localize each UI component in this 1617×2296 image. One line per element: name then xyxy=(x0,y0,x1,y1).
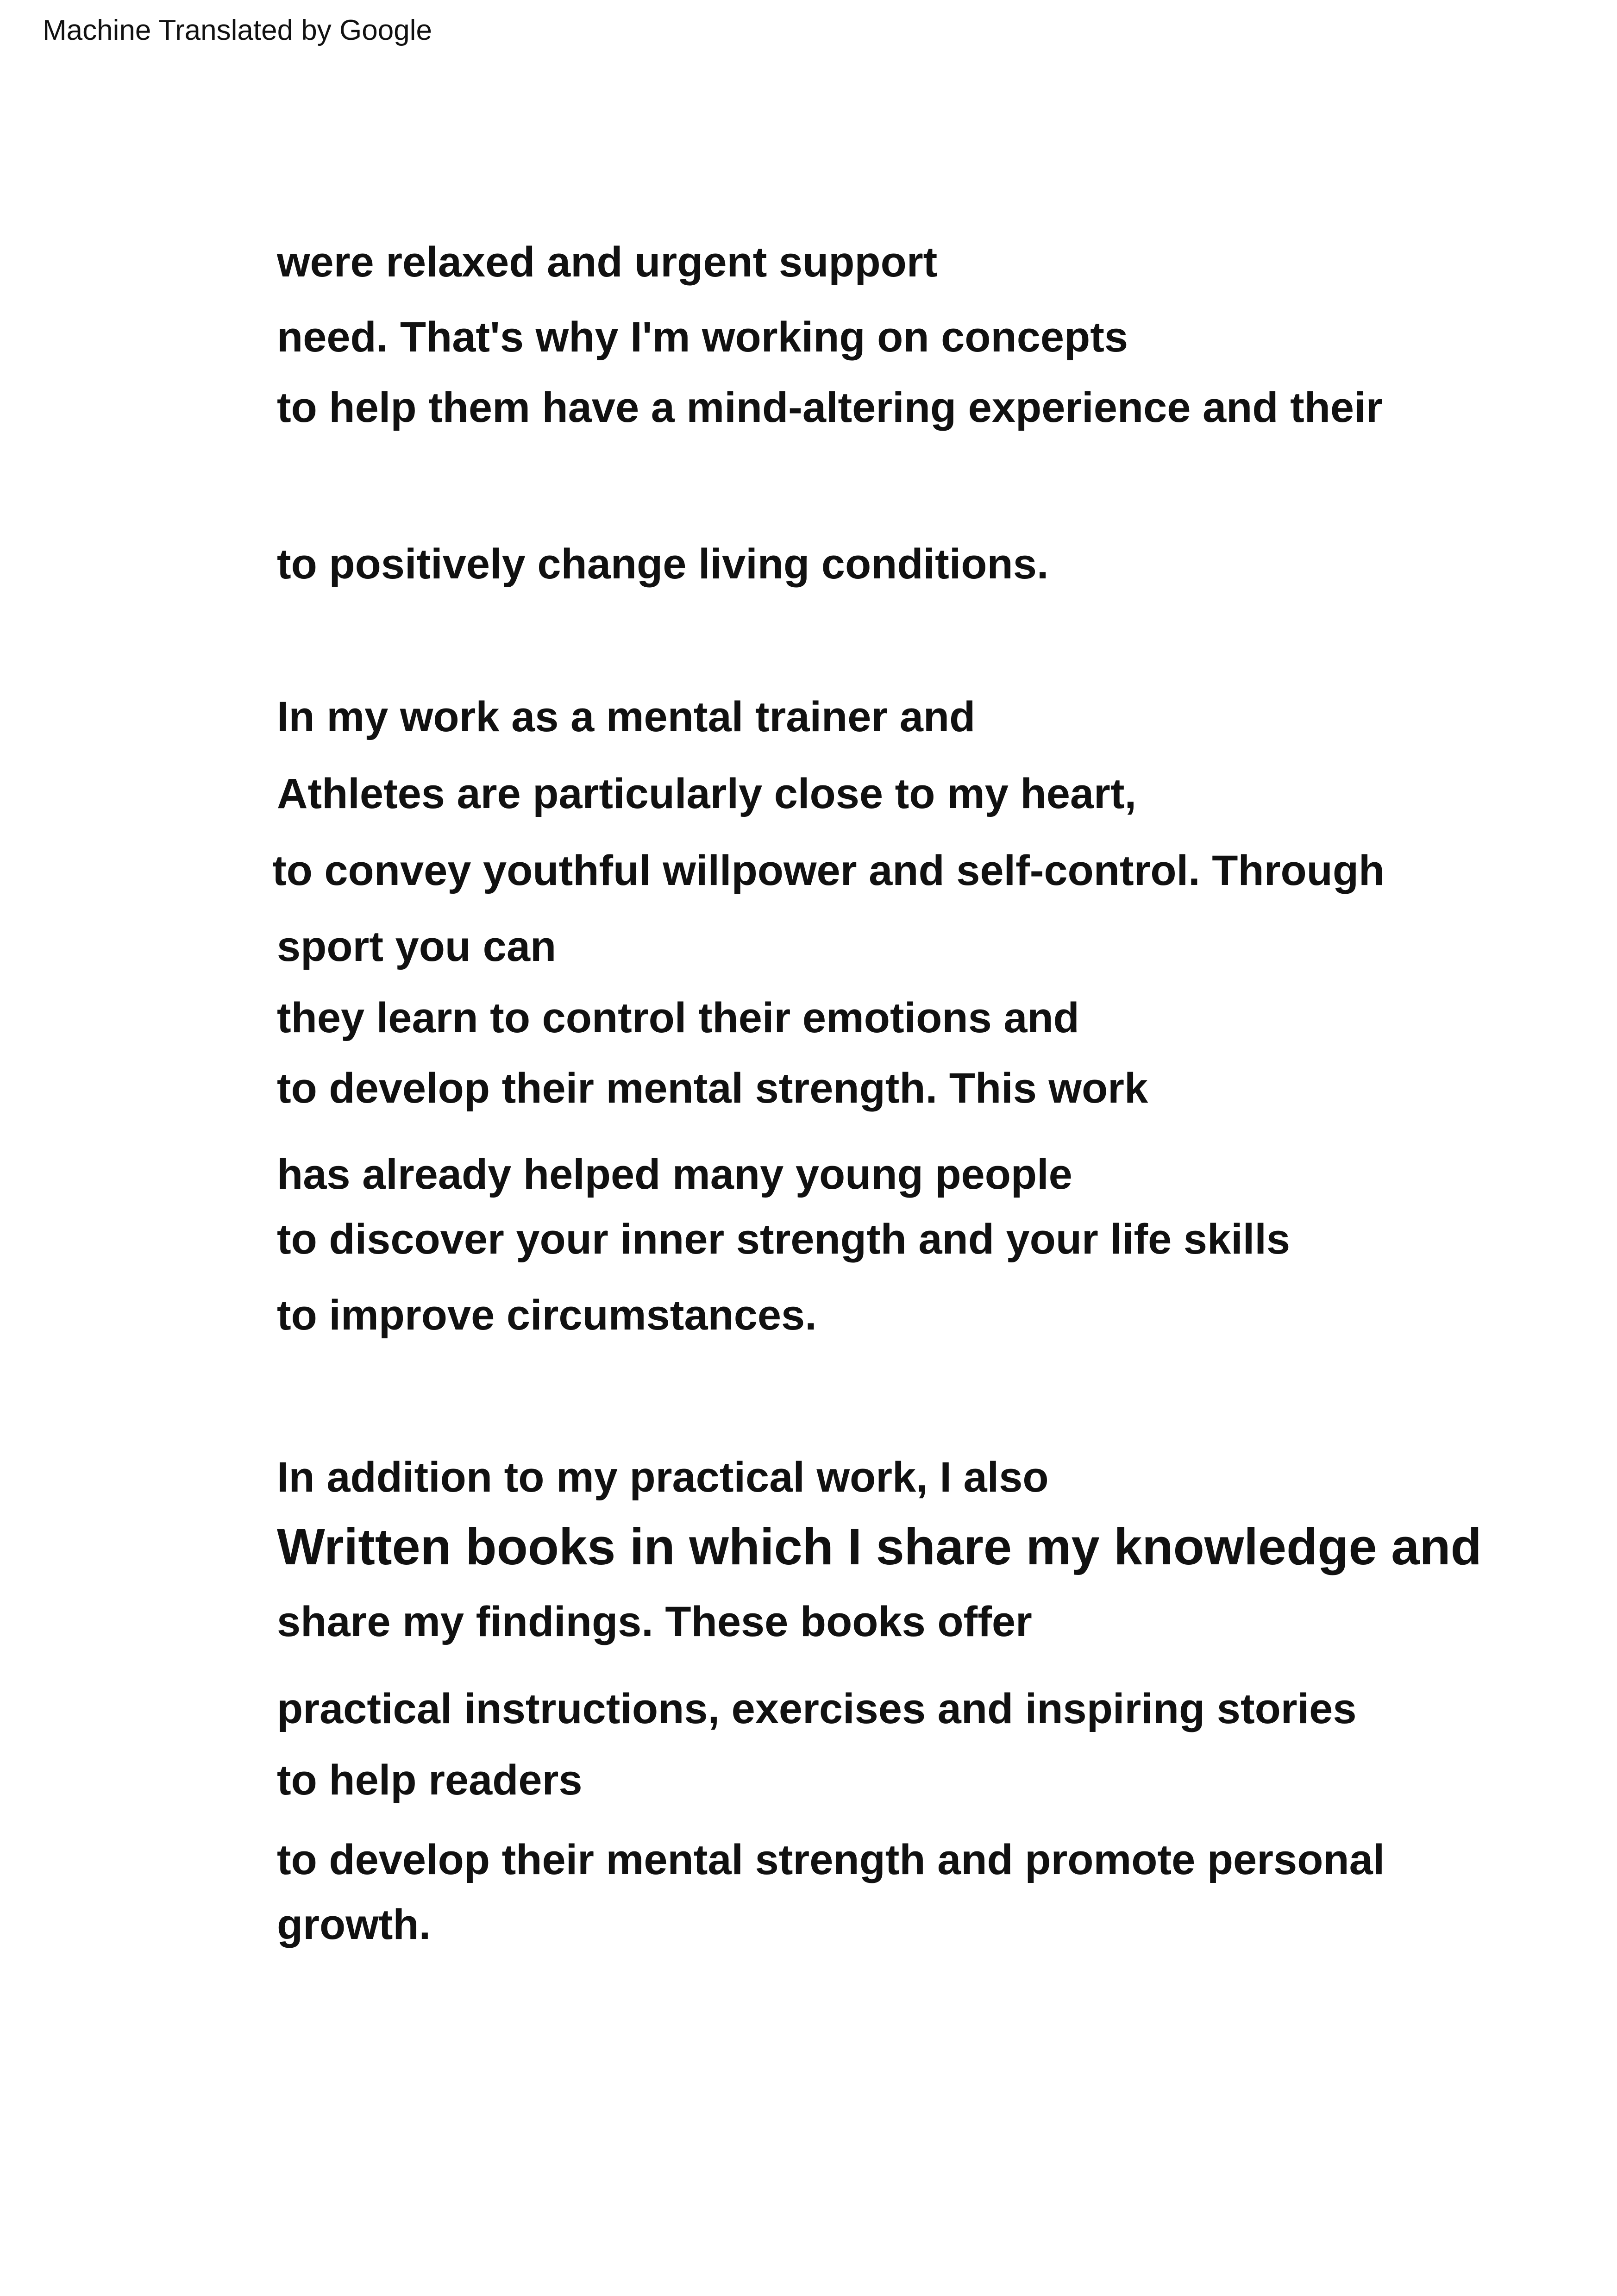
document-line: to help them have a mind-altering experience and their xyxy=(277,384,1383,431)
document-line: to help readers xyxy=(277,1757,583,1804)
document-line: Written books in which I share my knowledge and xyxy=(277,1518,1482,1575)
document-line: In my work as a mental trainer and xyxy=(277,693,976,740)
document-line: In addition to my practical work, I also xyxy=(277,1454,1049,1501)
document-line: to develop their mental strength. This work xyxy=(277,1065,1148,1112)
document-line: practical instructions, exercises and inspiring stories xyxy=(277,1685,1357,1732)
document-line: has already helped many young people xyxy=(277,1151,1072,1198)
document-line: were relaxed and urgent support xyxy=(277,238,938,286)
machine-translation-note: Machine Translated by Google xyxy=(43,14,432,46)
document-line: need. That's why I'm working on concepts xyxy=(277,314,1128,361)
document-line: they learn to control their emotions and xyxy=(277,994,1079,1041)
document-line: to develop their mental strength and promote personal xyxy=(277,1836,1385,1883)
document-line: share my findings. These books offer xyxy=(277,1598,1032,1645)
document-line: to discover your inner strength and your life skills xyxy=(277,1216,1291,1263)
document-line: sport you can xyxy=(277,923,557,970)
document-line: Athletes are particularly close to my heart, xyxy=(277,770,1137,817)
document-line: to improve circumstances. xyxy=(277,1292,817,1339)
document-line: growth. xyxy=(277,1901,431,1948)
document-line: to positively change living conditions. xyxy=(277,540,1049,588)
document-line: to convey youthful willpower and self-control. Through xyxy=(272,847,1385,894)
